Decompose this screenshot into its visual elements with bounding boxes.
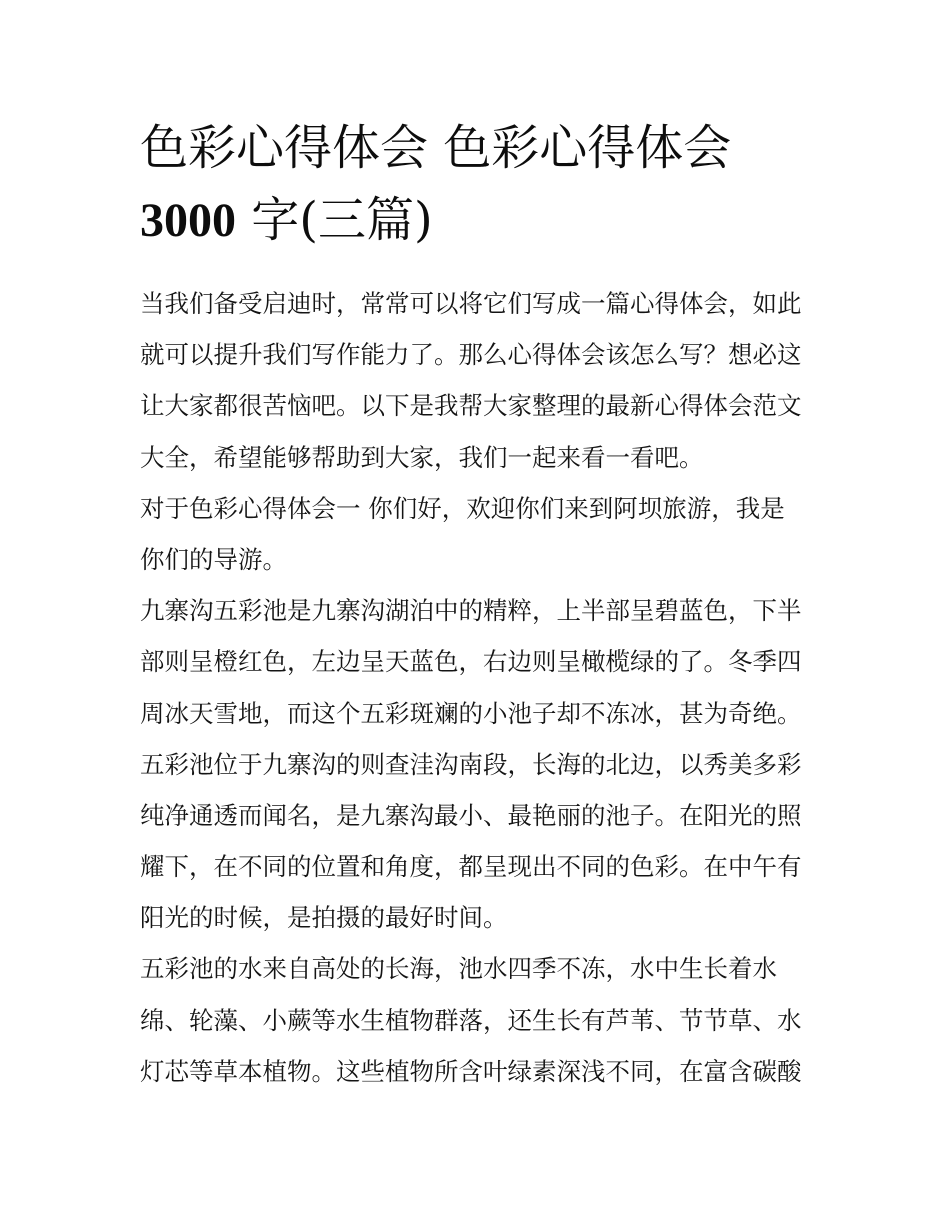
text-line: 耀下，在不同的位置和角度，都呈现出不同的色彩。在中午有 (140, 852, 802, 882)
text-line: 大全，希望能够帮助到大家，我们一起来看一看吧。 (140, 442, 704, 472)
text-line: 阳光的时候，是拍摄的最好时间。 (140, 903, 508, 933)
text-line: 对于色彩心得体会一 你们好，欢迎你们来到阿坝旅游，我是 (140, 493, 785, 523)
text-line: 五彩池位于九寨沟的则查洼沟南段，长海的北边，以秀美多彩 (140, 749, 802, 779)
title-number: 3000 (140, 194, 236, 247)
title-line-2 (140, 184, 830, 257)
text-line: 就可以提升我们写作能力了。那么心得体会该怎么写？想必这 (140, 340, 802, 370)
text-line: 五彩池的水来自高处的长海，池水四季不冻，水中生长着水 (140, 954, 777, 984)
text-line: 当我们备受启迪时，常常可以将它们写成一篇心得体会，如此 (140, 289, 802, 318)
text-line: 九寨沟五彩池是九寨沟湖泊中的精粹，上半部呈碧蓝色，下半 (140, 596, 802, 626)
text-line: 让大家都很苦恼吧。以下是我帮大家整理的最新心得体会范文 (140, 391, 802, 421)
text-line: 灯芯等草本植物。这些植物所含叶绿素深浅不同，在富含碳酸 (140, 1056, 802, 1086)
title-line-1: 色彩心得体会 色彩心得体会 (140, 120, 732, 176)
text-line: 纯净通透而闻名，是九寨沟最小、最艳丽的池子。在阳光的照 (140, 800, 802, 830)
text-line: 周冰天雪地，而这个五彩斑斓的小池子却不冻冰，甚为奇绝。 (140, 698, 802, 728)
text-line: 绵、轮藻、小蕨等水生植物群落，还生长有芦苇、节节草、水 (140, 1005, 802, 1035)
title-suffix: 字(三篇) (236, 192, 433, 248)
text-line: 部则呈橙红色，左边呈天蓝色，右边则呈橄榄绿的了。冬季四 (140, 647, 802, 677)
document-body (140, 278, 820, 1097)
text-line: 你们的导游。 (140, 544, 287, 574)
page-title (140, 112, 830, 257)
